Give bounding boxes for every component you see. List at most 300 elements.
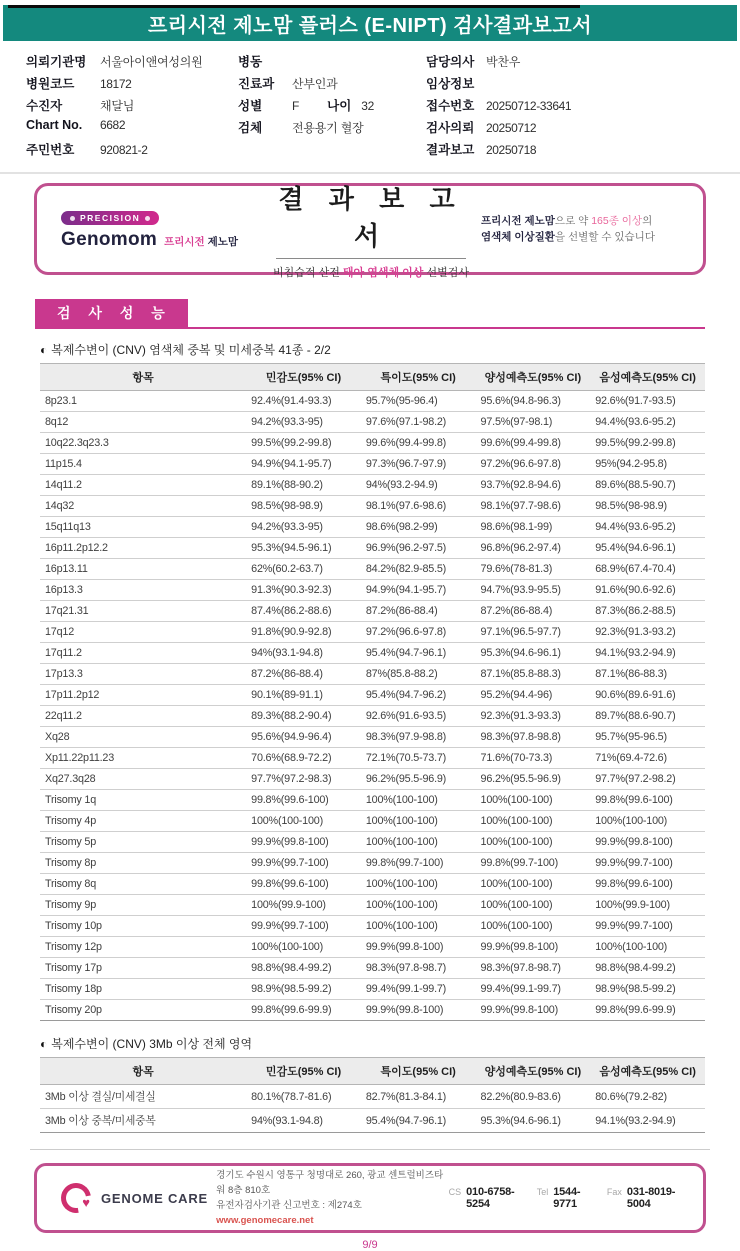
- value-cell: 71%(69.4-72.6): [590, 748, 705, 769]
- half-circle-icon: ◐: [40, 1037, 48, 1051]
- value-cell: 93.7%(92.8-94.6): [476, 475, 591, 496]
- ward-label: 병동: [238, 55, 263, 69]
- value-cell: 95.3%(94.6-96.1): [476, 643, 591, 664]
- table-row: [40, 790, 705, 811]
- report-header-box: [34, 183, 706, 279]
- cnv-table-head: [40, 364, 705, 391]
- value-cell: 89.1%(88-90.2): [246, 475, 361, 496]
- patient-label: 수진자: [26, 99, 63, 113]
- precision-badge: [61, 211, 159, 225]
- value-cell: 99.8%(99.6-100): [590, 874, 705, 895]
- column-header: 음성예측도(95% CI): [590, 1058, 705, 1085]
- table-row: [40, 937, 705, 958]
- company-name: GENOME CARE: [101, 1190, 209, 1206]
- value-cell: 95.4%(94.6-96.1): [590, 538, 705, 559]
- field-clinical: [426, 74, 726, 96]
- patient-col-3: [426, 52, 726, 162]
- value-cell: 91.6%(90.6-92.6): [590, 580, 705, 601]
- value-cell: 99.9%(99.7-100): [590, 853, 705, 874]
- item-cell: 14q32: [40, 496, 246, 517]
- org-value: 서울아이앤여성의원: [100, 55, 203, 69]
- value-cell: 87.2%(86-88.4): [246, 664, 361, 685]
- value-cell: 100%(100-100): [590, 811, 705, 832]
- table-row: [40, 1109, 705, 1133]
- value-cell: 99.9%(99.8-100): [246, 832, 361, 853]
- value-cell: 99.8%(99.7-100): [476, 853, 591, 874]
- column-header: 양성예측도(95% CI): [476, 1058, 591, 1085]
- request-date-value: 20250712: [486, 121, 537, 135]
- value-cell: 100%(100-100): [361, 895, 476, 916]
- value-cell: 95.2%(94.4-96): [476, 685, 591, 706]
- chart-no-value: 6682: [100, 118, 126, 132]
- report-title-bar: [3, 5, 737, 41]
- value-cell: 68.9%(67.4-70.4): [590, 559, 705, 580]
- table-row: [40, 685, 705, 706]
- value-cell: 99.9%(99.7-100): [246, 916, 361, 937]
- table-row: [40, 1000, 705, 1021]
- value-cell: 94.9%(94.1-95.7): [246, 454, 361, 475]
- report-date-label: 결과보고: [426, 143, 475, 157]
- half-circle-icon: ◐: [40, 343, 48, 357]
- dept-label: 진료과: [238, 77, 275, 91]
- value-cell: 94%(93.2-94.9): [361, 475, 476, 496]
- item-cell: Trisomy 12p: [40, 937, 246, 958]
- value-cell: 89.7%(88.6-90.7): [590, 706, 705, 727]
- org-label: 의뢰기관명: [26, 55, 87, 69]
- table-row: [40, 853, 705, 874]
- cs-number: 010-6758-5254: [466, 1186, 515, 1210]
- contact-info: [449, 1186, 681, 1210]
- patient-col-1: [26, 52, 238, 162]
- item-cell: 17p11.2p12: [40, 685, 246, 706]
- value-cell: 99.9%(99.7-100): [246, 853, 361, 874]
- cnv-performance-table: [40, 363, 705, 1021]
- header-row: [40, 1058, 705, 1085]
- value-cell: 100%(100-100): [476, 811, 591, 832]
- value-cell: 87%(85.8-88.2): [361, 664, 476, 685]
- section-performance-title: 검 사 성 능: [35, 299, 188, 327]
- item-cell: Trisomy 17p: [40, 958, 246, 979]
- value-cell: 100%(99.9-100): [590, 895, 705, 916]
- cnv-table-caption-text: 복제수변이 (CNV) 염색체 중복 및 미세중복 41종 - 2/2: [51, 343, 331, 357]
- value-cell: 87.2%(86-88.4): [361, 601, 476, 622]
- tagline-count: 165종 이상: [591, 214, 643, 227]
- value-cell: 98.8%(98.4-99.2): [246, 958, 361, 979]
- footer-box: [34, 1163, 706, 1233]
- column-header: 특이도(95% CI): [361, 1058, 476, 1085]
- tagline-end2: 을 선별할 수 있습니다: [554, 231, 655, 243]
- region-table-body: [40, 1085, 705, 1133]
- value-cell: 100%(99.9-100): [246, 895, 361, 916]
- subtitle-post: 선별검사: [423, 266, 469, 279]
- table-row: [40, 916, 705, 937]
- value-cell: 100%(100-100): [246, 937, 361, 958]
- tagline-bold2: 염색체 이상질환: [481, 231, 555, 243]
- value-cell: 99.8%(99.6-100): [246, 874, 361, 895]
- header-row: [40, 364, 705, 391]
- table-row: [40, 391, 705, 412]
- rrn-label: 주민번호: [26, 143, 75, 157]
- column-header: 음성예측도(95% CI): [590, 364, 705, 391]
- value-cell: 96.2%(95.5-96.9): [361, 769, 476, 790]
- sex-label: 성별: [238, 99, 263, 113]
- cs-label: CS: [448, 1187, 462, 1197]
- fax-label: Fax: [606, 1187, 622, 1197]
- report-title: 프리시전 제노맘 플러스 (E-NIPT) 검사결과보고서: [147, 14, 593, 37]
- value-cell: 99.8%(99.6-99.9): [590, 1000, 705, 1021]
- item-cell: Trisomy 4p: [40, 811, 246, 832]
- value-cell: 100%(100-100): [361, 790, 476, 811]
- item-cell: 17q11.2: [40, 643, 246, 664]
- table-row: [40, 727, 705, 748]
- page-top-edge: [8, 5, 580, 8]
- value-cell: 94.1%(93.2-94.9): [590, 1109, 705, 1133]
- value-cell: 97.2%(96.6-97.8): [476, 454, 591, 475]
- company-address-block: [216, 1168, 448, 1229]
- item-cell: 17q12: [40, 622, 246, 643]
- value-cell: 87.1%(85.8-88.3): [476, 664, 591, 685]
- field-ward: [238, 52, 426, 74]
- value-cell: 94.4%(93.6-95.2): [590, 412, 705, 433]
- value-cell: 100%(100-100): [361, 916, 476, 937]
- field-sex-age: [238, 96, 426, 118]
- region-performance-table: [40, 1057, 705, 1133]
- value-cell: 89.3%(88.2-90.4): [246, 706, 361, 727]
- request-date-label: 검사의뢰: [426, 121, 475, 135]
- value-cell: 94.9%(94.1-95.7): [361, 580, 476, 601]
- section-performance: [35, 299, 705, 329]
- item-cell: 17p13.3: [40, 664, 246, 685]
- value-cell: 95.7%(95-96.4): [361, 391, 476, 412]
- column-header: 양성예측도(95% CI): [476, 364, 591, 391]
- item-cell: 8p23.1: [40, 391, 246, 412]
- field-dept: [238, 74, 426, 96]
- item-cell: Trisomy 8q: [40, 874, 246, 895]
- table-row: [40, 874, 705, 895]
- hospital-code-value: 18172: [100, 77, 132, 91]
- company-license: 유전자검사기관 신고번호 : 제274호: [216, 1200, 362, 1211]
- table-row: [40, 622, 705, 643]
- field-doctor: [426, 52, 726, 74]
- tel-number: 1544-9771: [553, 1186, 581, 1210]
- table-row: [40, 706, 705, 727]
- brand-block: [61, 208, 261, 251]
- table-row: [40, 454, 705, 475]
- column-header: 민감도(95% CI): [246, 1058, 361, 1085]
- table-row: [40, 1085, 705, 1109]
- value-cell: 97.6%(97.1-98.2): [361, 412, 476, 433]
- value-cell: 92.3%(91.3-93.3): [476, 706, 591, 727]
- field-org: [26, 52, 238, 74]
- item-cell: Trisomy 1q: [40, 790, 246, 811]
- value-cell: 98.1%(97.7-98.6): [476, 496, 591, 517]
- field-report-date: [426, 140, 726, 162]
- value-cell: 98.1%(97.6-98.6): [361, 496, 476, 517]
- value-cell: 100%(100-100): [476, 790, 591, 811]
- value-cell: 99.6%(99.4-99.8): [476, 433, 591, 454]
- value-cell: 97.3%(96.7-97.9): [361, 454, 476, 475]
- table-row: [40, 832, 705, 853]
- table-row: [40, 895, 705, 916]
- value-cell: 99.9%(99.8-100): [590, 832, 705, 853]
- value-cell: 87.4%(86.2-88.6): [246, 601, 361, 622]
- specimen-label: 검체: [238, 121, 263, 135]
- rrn-value: 920821-2: [100, 143, 148, 157]
- value-cell: 94.7%(93.9-95.5): [476, 580, 591, 601]
- hospital-code-label: 병원코드: [26, 77, 75, 91]
- item-cell: 16p13.11: [40, 559, 246, 580]
- patient-col-2: [238, 52, 426, 162]
- value-cell: 95.7%(95-96.5): [590, 727, 705, 748]
- value-cell: 72.1%(70.5-73.7): [361, 748, 476, 769]
- brand-line: [61, 229, 261, 251]
- table-row: [40, 811, 705, 832]
- value-cell: 92.6%(91.7-93.5): [590, 391, 705, 412]
- cs-contact: [449, 1186, 521, 1210]
- report-doc-title: 결 과 보 고 서: [278, 183, 464, 251]
- value-cell: 97.5%(97-98.1): [476, 412, 591, 433]
- item-cell: Trisomy 5p: [40, 832, 246, 853]
- item-cell: Trisomy 18p: [40, 979, 246, 1000]
- table-row: [40, 496, 705, 517]
- value-cell: 99.9%(99.7-100): [590, 916, 705, 937]
- brand-logo-text: Genomom: [61, 228, 158, 250]
- value-cell: 100%(100-100): [476, 874, 591, 895]
- value-cell: 99.8%(99.6-99.9): [246, 1000, 361, 1021]
- value-cell: 99.9%(99.8-100): [361, 1000, 476, 1021]
- cnv-table-caption: [40, 341, 705, 358]
- table-row: [40, 664, 705, 685]
- table-row: [40, 538, 705, 559]
- value-cell: 100%(100-100): [476, 916, 591, 937]
- item-cell: Xq28: [40, 727, 246, 748]
- value-cell: 99.9%(99.8-100): [361, 937, 476, 958]
- value-cell: 79.6%(78-81.3): [476, 559, 591, 580]
- cnv-table-body: [40, 391, 705, 1021]
- receipt-no-label: 접수번호: [426, 99, 475, 113]
- value-cell: 99.8%(99.6-100): [590, 790, 705, 811]
- value-cell: 95.4%(94.7-96.1): [361, 643, 476, 664]
- table-row: [40, 475, 705, 496]
- specimen-value: 전용용기 혈장: [292, 121, 364, 135]
- footer-divider: [30, 1149, 710, 1150]
- value-cell: 99.9%(99.8-100): [476, 937, 591, 958]
- table-row: [40, 601, 705, 622]
- value-cell: 96.8%(96.2-97.4): [476, 538, 591, 559]
- value-cell: 94%(93.1-94.8): [246, 1109, 361, 1133]
- value-cell: 98.3%(97.9-98.8): [361, 727, 476, 748]
- item-cell: 16p13.3: [40, 580, 246, 601]
- value-cell: 98.9%(98.5-99.2): [246, 979, 361, 1000]
- page-number: 9/9: [362, 1239, 378, 1251]
- value-cell: 99.4%(99.1-99.7): [361, 979, 476, 1000]
- value-cell: 94.4%(93.6-95.2): [590, 517, 705, 538]
- table-row: [40, 643, 705, 664]
- region-table-head: [40, 1058, 705, 1085]
- value-cell: 98.6%(98.2-99): [361, 517, 476, 538]
- table-row: [40, 433, 705, 454]
- value-cell: 82.2%(80.9-83.6): [476, 1085, 591, 1109]
- value-cell: 99.5%(99.2-99.8): [246, 433, 361, 454]
- item-cell: 14q11.2: [40, 475, 246, 496]
- table-row: [40, 979, 705, 1000]
- company-logo: [59, 1181, 216, 1215]
- value-cell: 98.6%(98.1-99): [476, 517, 591, 538]
- value-cell: 98.3%(97.8-98.8): [476, 727, 591, 748]
- dept-value: 산부인과: [292, 77, 338, 91]
- item-cell: Xp11.22p11.23: [40, 748, 246, 769]
- value-cell: 95.4%(94.7-96.2): [361, 685, 476, 706]
- value-cell: 95.3%(94.5-96.1): [246, 538, 361, 559]
- chart-no-label: Chart No.: [26, 118, 83, 132]
- item-cell: Trisomy 9p: [40, 895, 246, 916]
- field-specimen: [238, 118, 426, 140]
- value-cell: 80.1%(78.7-81.6): [246, 1085, 361, 1109]
- precision-badge-label: PRECISION: [80, 213, 141, 223]
- value-cell: 80.6%(79.2-82): [590, 1085, 705, 1109]
- item-cell: 11p15.4: [40, 454, 246, 475]
- value-cell: 95.3%(94.6-96.1): [476, 1109, 591, 1133]
- item-cell: 17q21.31: [40, 601, 246, 622]
- badge-dot-left-icon: [70, 216, 75, 221]
- value-cell: 90.6%(89.6-91.6): [590, 685, 705, 706]
- brand-kr-pink: 프리시전: [164, 235, 205, 248]
- age-label: 나이: [327, 99, 352, 113]
- clinical-label: 임상정보: [426, 77, 475, 91]
- tagline-brand: 프리시전 제노맘: [481, 214, 555, 227]
- table-row: [40, 748, 705, 769]
- field-chart-no: [26, 118, 238, 140]
- report-tagline: [481, 213, 679, 246]
- item-cell: 15q11q13: [40, 517, 246, 538]
- region-performance-table-wrap: [40, 1057, 705, 1133]
- badge-dot-right-icon: [145, 216, 150, 221]
- field-rrn: [26, 140, 238, 162]
- subtitle-pre: 비침습적 산전: [273, 266, 343, 279]
- value-cell: 99.5%(99.2-99.8): [590, 433, 705, 454]
- value-cell: 91.8%(90.9-92.8): [246, 622, 361, 643]
- report-doc-title-block: [261, 179, 481, 280]
- value-cell: 97.1%(96.5-97.7): [476, 622, 591, 643]
- value-cell: 92.3%(91.3-93.2): [590, 622, 705, 643]
- title-underline: [276, 258, 466, 259]
- patient-info-header: [0, 41, 740, 174]
- value-cell: 94%(93.1-94.8): [246, 643, 361, 664]
- value-cell: 94.1%(93.2-94.9): [590, 643, 705, 664]
- column-header: 항목: [40, 1058, 246, 1085]
- value-cell: 99.4%(99.1-99.7): [476, 979, 591, 1000]
- item-cell: Xq27.3q28: [40, 769, 246, 790]
- table-row: [40, 958, 705, 979]
- value-cell: 99.6%(99.4-99.8): [361, 433, 476, 454]
- value-cell: 99.8%(99.6-100): [246, 790, 361, 811]
- value-cell: 92.4%(91.4-93.3): [246, 391, 361, 412]
- value-cell: 94.2%(93.3-95): [246, 412, 361, 433]
- value-cell: 100%(100-100): [361, 811, 476, 832]
- field-hospital-code: [26, 74, 238, 96]
- doctor-label: 담당의사: [426, 55, 475, 69]
- item-cell: 10q22.3q23.3: [40, 433, 246, 454]
- value-cell: 98.9%(98.5-99.2): [590, 979, 705, 1000]
- region-table-caption: [40, 1035, 705, 1052]
- value-cell: 97.2%(96.6-97.8): [361, 622, 476, 643]
- field-receipt-no: [426, 96, 726, 118]
- brand-kr-dark: 제노맘: [207, 235, 239, 248]
- item-cell: Trisomy 8p: [40, 853, 246, 874]
- company-website-link[interactable]: www.genomecare.net: [216, 1215, 314, 1227]
- tagline-mid: 으로 약: [554, 214, 592, 227]
- value-cell: 71.6%(70-73.3): [476, 748, 591, 769]
- value-cell: 98.3%(97.8-98.7): [361, 958, 476, 979]
- table-row: [40, 580, 705, 601]
- value-cell: 62%(60.2-63.7): [246, 559, 361, 580]
- tel-label: Tel: [536, 1187, 549, 1197]
- logo-ring-icon: [55, 1177, 97, 1219]
- value-cell: 100%(100-100): [476, 895, 591, 916]
- region-table-caption-text: 복제수변이 (CNV) 3Mb 이상 전체 영역: [51, 1037, 253, 1051]
- table-row: [40, 517, 705, 538]
- value-cell: 87.2%(86-88.4): [476, 601, 591, 622]
- fax-contact: [607, 1186, 681, 1210]
- doctor-value: 박찬우: [486, 55, 521, 69]
- value-cell: 98.3%(97.8-98.7): [476, 958, 591, 979]
- value-cell: 97.7%(97.2-98.2): [590, 769, 705, 790]
- sex-value: F: [292, 99, 300, 113]
- value-cell: 98.8%(98.4-99.2): [590, 958, 705, 979]
- table-row: [40, 412, 705, 433]
- value-cell: 87.3%(86.2-88.5): [590, 601, 705, 622]
- genome-care-logo-icon: [59, 1181, 93, 1215]
- receipt-no-value: 20250712-33641: [486, 99, 572, 113]
- logo-heart-icon: ♥: [82, 1195, 90, 1210]
- item-cell: 16p11.2p12.2: [40, 538, 246, 559]
- value-cell: 99.8%(99.7-100): [361, 853, 476, 874]
- value-cell: 100%(100-100): [476, 832, 591, 853]
- field-patient: [26, 96, 238, 118]
- value-cell: 96.2%(95.5-96.9): [476, 769, 591, 790]
- value-cell: 94.2%(93.3-95): [246, 517, 361, 538]
- value-cell: 82.7%(81.3-84.1): [361, 1085, 476, 1109]
- value-cell: 95.4%(94.7-96.1): [361, 1109, 476, 1133]
- value-cell: 95.6%(94.8-96.3): [476, 391, 591, 412]
- report-doc-subtitle: [261, 264, 481, 280]
- tel-contact: [537, 1186, 591, 1210]
- item-cell: 3Mb 이상 결실/미세결실: [40, 1085, 246, 1109]
- cnv-performance-table-wrap: [40, 363, 705, 1021]
- subtitle-highlight: 태아 염색체 이상: [342, 266, 424, 279]
- column-header: 항목: [40, 364, 246, 391]
- value-cell: 98.5%(98-98.9): [246, 496, 361, 517]
- item-cell: Trisomy 10p: [40, 916, 246, 937]
- value-cell: 98.5%(98-98.9): [590, 496, 705, 517]
- value-cell: 91.3%(90.3-92.3): [246, 580, 361, 601]
- value-cell: 87.1%(86-88.3): [590, 664, 705, 685]
- value-cell: 96.9%(96.2-97.5): [361, 538, 476, 559]
- field-request-date: [426, 118, 726, 140]
- value-cell: 100%(100-100): [590, 937, 705, 958]
- item-cell: 3Mb 이상 중복/미세중복: [40, 1109, 246, 1133]
- value-cell: 92.6%(91.6-93.5): [361, 706, 476, 727]
- value-cell: 84.2%(82.9-85.5): [361, 559, 476, 580]
- value-cell: 100%(100-100): [246, 811, 361, 832]
- value-cell: 90.1%(89-91.1): [246, 685, 361, 706]
- value-cell: 97.7%(97.2-98.3): [246, 769, 361, 790]
- table-row: [40, 769, 705, 790]
- value-cell: 99.9%(99.8-100): [476, 1000, 591, 1021]
- value-cell: 100%(100-100): [361, 874, 476, 895]
- patient-name: 채달님: [100, 99, 135, 113]
- company-address: 경기도 수원시 영통구 청명대로 260, 광교 센트럴비즈타워 8층 810호: [216, 1169, 444, 1196]
